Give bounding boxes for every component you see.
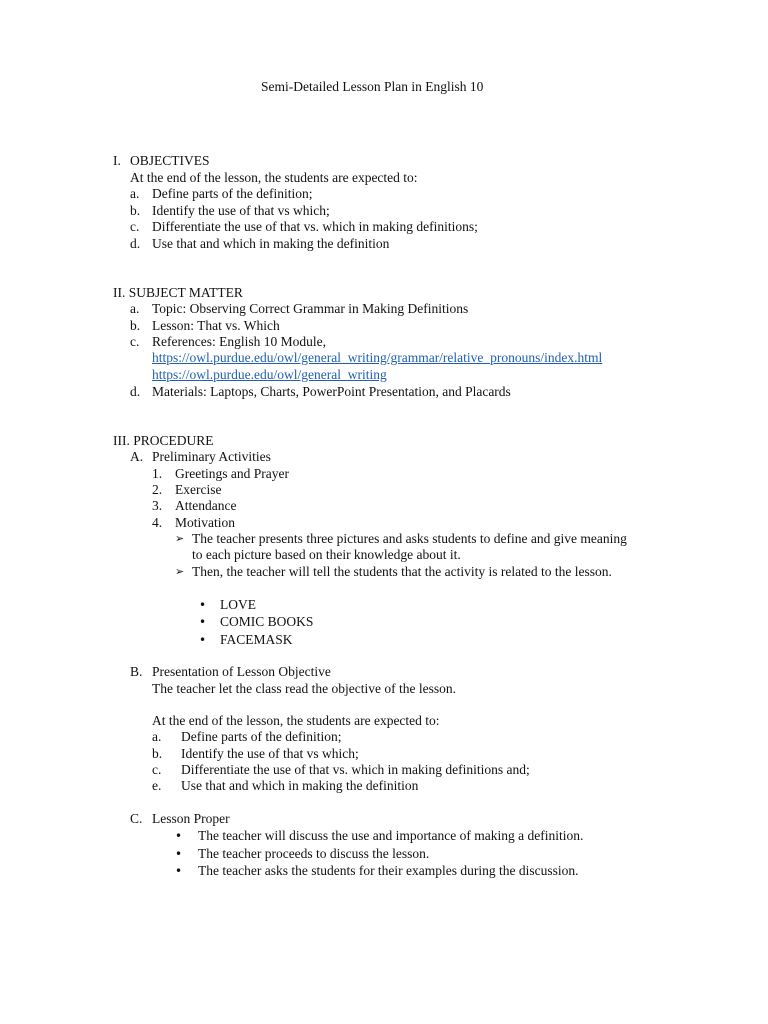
lesson-proper-item: The teacher proceeds to discuss the lesson. [198, 846, 430, 861]
activity-item: Exercise [175, 482, 222, 497]
presentation-intro: At the end of the lesson, the students are expected to: [152, 713, 440, 728]
list-marker: e. [152, 778, 162, 793]
subsection-marker: C. [130, 811, 143, 826]
list-marker: c. [152, 762, 162, 777]
list-marker: c. [130, 219, 140, 234]
reference-link[interactable]: https://owl.purdue.edu/owl/general_writing/grammar/relative_pronouns/index.html [152, 350, 603, 365]
section-heading-objectives: OBJECTIVES [130, 153, 210, 168]
bullet-icon: • [199, 598, 207, 612]
subsection-marker: B. [130, 664, 143, 679]
picture-item: FACEMASK [220, 632, 293, 647]
materials-line: Materials: Laptops, Charts, PowerPoint Presentation, and Placards [152, 384, 511, 399]
picture-item: COMIC BOOKS [220, 614, 314, 629]
presentation-item: Define parts of the definition; [181, 729, 342, 744]
picture-item: LOVE [220, 597, 256, 612]
objective-item: Differentiate the use of that vs. which in making definitions; [152, 219, 478, 234]
activity-item: Attendance [175, 498, 237, 513]
document-title: Semi-Detailed Lesson Plan in English 10 [261, 79, 484, 94]
list-marker: c. [130, 334, 140, 349]
arrow-bullet-icon: ➢ [175, 532, 185, 545]
bullet-icon: • [175, 864, 183, 878]
list-marker: d. [130, 236, 141, 251]
objectives-intro: At the end of the lesson, the students are expected to: [130, 170, 418, 185]
list-marker: 4. [152, 515, 163, 530]
bullet-icon: • [199, 615, 207, 629]
subsection-heading-presentation: Presentation of Lesson Objective [152, 664, 331, 679]
motivation-note: Then, the teacher will tell the students that the activity is related to the lesson. [192, 564, 612, 579]
list-marker: b. [130, 318, 141, 333]
bullet-icon: • [199, 633, 207, 647]
topic-line: Topic: Observing Correct Grammar in Making Definitions [152, 301, 469, 316]
arrow-bullet-icon: ➢ [175, 565, 185, 578]
motivation-note-continued: to each picture based on their knowledge about it. [192, 547, 461, 562]
activity-item: Motivation [175, 515, 235, 530]
lesson-line: Lesson: That vs. Which [152, 318, 280, 333]
list-marker: b. [130, 203, 141, 218]
list-marker: b. [152, 746, 163, 761]
section-heading-subject-matter: II. SUBJECT MATTER [113, 285, 243, 300]
list-marker: a. [152, 729, 162, 744]
motivation-note: The teacher presents three pictures and asks students to define and give meaning [192, 531, 627, 546]
list-marker: a. [130, 186, 140, 201]
objective-item: Define parts of the definition; [152, 186, 313, 201]
bullet-icon: • [175, 847, 183, 861]
list-marker: a. [130, 301, 140, 316]
references-line: References: English 10 Module, [152, 334, 326, 349]
objective-item: Use that and which in making the definition [152, 236, 390, 251]
presentation-item: Identify the use of that vs which; [181, 746, 359, 761]
bullet-icon: • [175, 829, 183, 843]
lesson-proper-item: The teacher will discuss the use and importance of making a definition. [198, 828, 584, 843]
presentation-line: The teacher let the class read the objective of the lesson. [152, 681, 456, 696]
list-marker: 3. [152, 498, 163, 513]
activity-item: Greetings and Prayer [175, 466, 289, 481]
subsection-heading-lesson-proper: Lesson Proper [152, 811, 230, 826]
subsection-marker: A. [130, 449, 144, 464]
presentation-item: Differentiate the use of that vs. which in making definitions and; [181, 762, 530, 777]
objective-item: Identify the use of that vs which; [152, 203, 330, 218]
section-marker: I. [113, 153, 121, 168]
section-heading-procedure: III. PROCEDURE [113, 433, 214, 448]
lesson-proper-item: The teacher asks the students for their examples during the discussion. [198, 863, 579, 878]
subsection-heading-preliminary: Preliminary Activities [152, 449, 271, 464]
reference-link[interactable]: https://owl.purdue.edu/owl/general_writing [152, 367, 387, 382]
presentation-item: Use that and which in making the definition [181, 778, 419, 793]
list-marker: 2. [152, 482, 163, 497]
list-marker: 1. [152, 466, 163, 481]
list-marker: d. [130, 384, 141, 399]
